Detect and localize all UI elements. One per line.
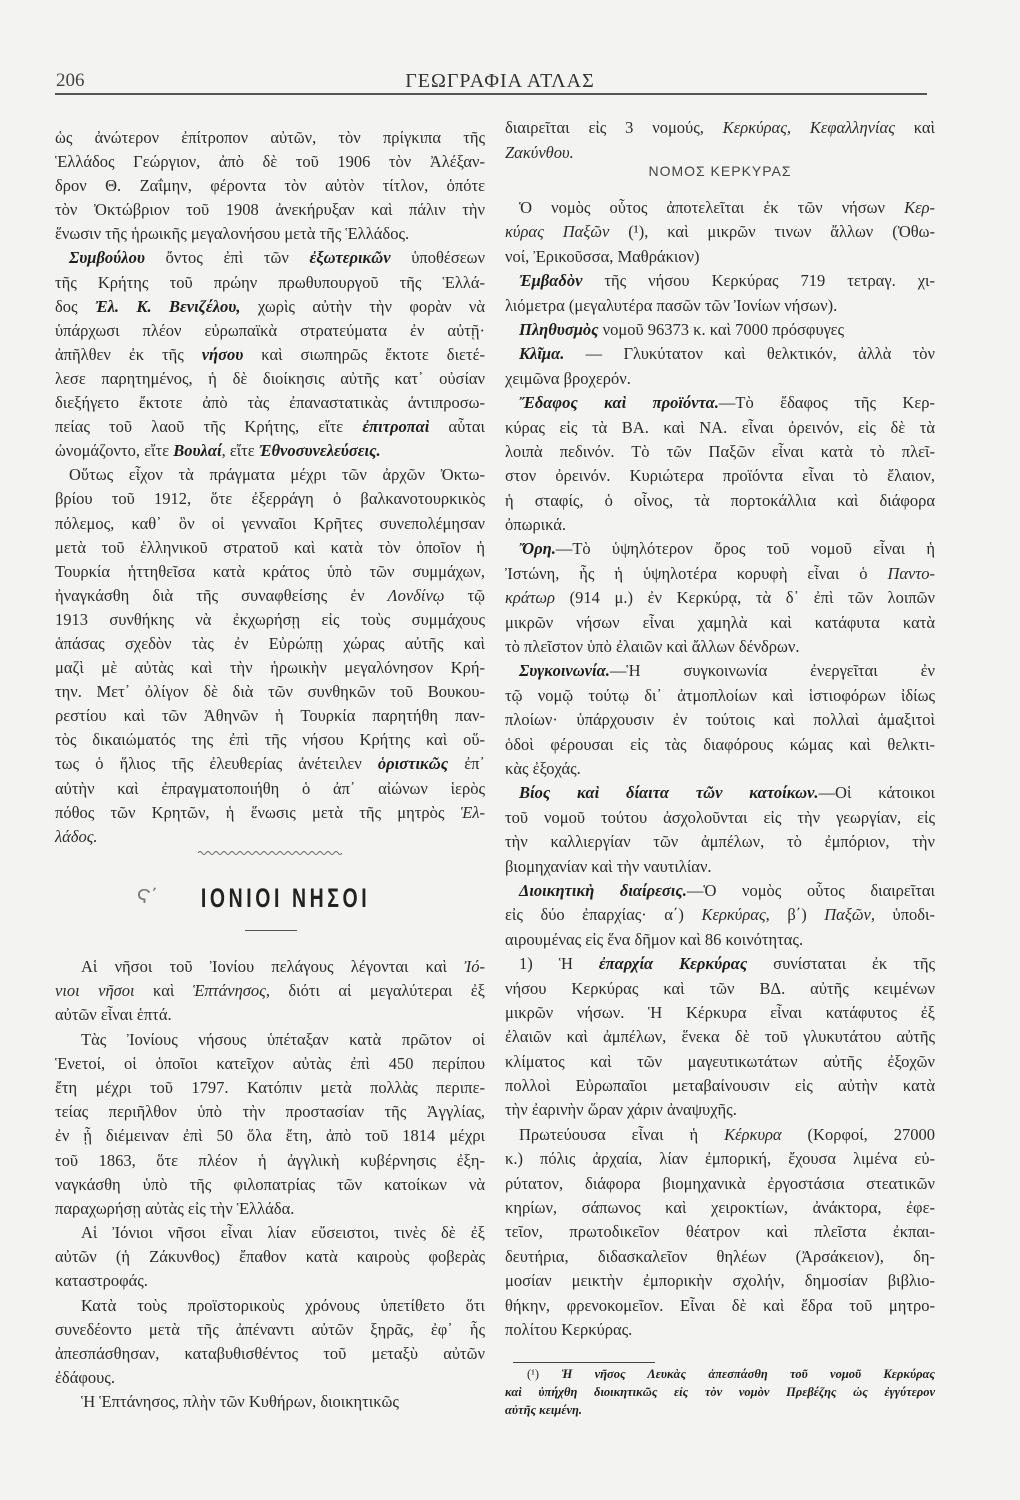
- text-run: κ.) πόλις ἀρχαία, λίαν ἐμπορική, ἔχουσα λιμένα εὐ-: [505, 1149, 935, 1169]
- emphasized-term: Βίος καὶ δίαιτα τῶν κατοίκων.: [519, 783, 819, 803]
- text-run: χειμῶνα βροχερόν.: [505, 368, 631, 388]
- text-run: διαιρεῖται εἰς 3 νομούς,: [505, 118, 723, 137]
- emphasized-term: Ἐμβαδὸν: [519, 271, 583, 291]
- section-number: Ϛ΄: [136, 886, 158, 908]
- text-line: [55, 174, 485, 198]
- text-line: [55, 367, 485, 391]
- text-line: [505, 659, 935, 683]
- text-run: μικρῶν νήσων εἶναι χαμηλὰ καὶ κατάφυτα κατὰ: [505, 612, 935, 632]
- paragraph: [505, 391, 935, 537]
- text-line: [55, 487, 485, 511]
- text-line: [55, 126, 485, 150]
- text-run: —Τὸ ὑψηλότερον ὄρος τοῦ νομοῦ εἶναι ἡ: [555, 539, 935, 559]
- text-line: [55, 632, 485, 656]
- text-line: [505, 1294, 935, 1318]
- text-run: μαζὶ μὲ αὐτὰς καὶ τὴν ἡρωικὴν μεγαλόνησον Κρή-: [55, 658, 485, 678]
- section-heading: [55, 883, 485, 914]
- emphasized-term: ἐπαρχία Κερκύρας: [598, 954, 748, 974]
- page-number: 206: [56, 70, 85, 91]
- italic-term: κύρας Παξῶν: [505, 222, 610, 242]
- paragraph: [55, 955, 485, 1028]
- paragraph: [505, 781, 935, 879]
- text-run: καὶ σιωπηρῶς ἔκτοτε διετέ-: [243, 344, 485, 364]
- emphasized-term: ἐπιτροπαὶ: [362, 417, 430, 437]
- text-line: [55, 198, 485, 222]
- text-run: Αἱ Ἰόνιοι νῆσοι εἶναι λίαν εὔσειστοι, τινὲς δὲ ἐξ: [81, 1223, 485, 1243]
- text-line: [505, 855, 935, 879]
- text-line: [55, 295, 485, 319]
- emphasized-term: ὁριστικῶς: [377, 754, 449, 774]
- text-line: [55, 1342, 485, 1366]
- italic-term: Λονδίνῳ: [387, 585, 445, 605]
- text-run: δος: [55, 296, 95, 316]
- text-line: [505, 489, 935, 513]
- text-line: [505, 903, 935, 927]
- text-run: ὀπωρικά.: [505, 515, 567, 535]
- emphasized-term: Κλῖμα.: [519, 344, 565, 364]
- text-run: λιόμετρα (μεγαλυτέρα πασῶν τῶν Ἰονίων νήσων).: [505, 295, 838, 315]
- emphasized-term: αὐτῆς κειμένη.: [505, 1403, 582, 1417]
- text-run: δευτήρια, διδασκαλεῖον θηλέων (Ἀρσάκειον), δη-: [505, 1246, 935, 1266]
- text-line: [55, 343, 485, 367]
- text-run: τοῦ 1863, ὅτε πλέον ἡ ἀγγλικὴ κυβέρνησις ἐξη-: [55, 1150, 485, 1170]
- text-run: τῷ νομῷ τούτῳ δι᾽ ἀτμοπλοίων καὶ ἱστιοφόρων ἰδίως: [505, 685, 935, 705]
- text-run: ἐν ᾗ διέμειναν ἐπὶ 50 ὅλα ἔτη, ἀπὸ τοῦ 1814 μέχρι: [55, 1126, 485, 1146]
- text-line: [55, 801, 485, 825]
- text-run: ὠνομάζοντο, εἴτε: [55, 441, 174, 461]
- text-line: [505, 806, 935, 830]
- text-run: ὡς ἀνώτερον ἐπίτροπον αὐτῶν, τὸν πρίγκιπα τῆς: [55, 128, 485, 147]
- text-line: [55, 584, 485, 608]
- text-run: κύρας εἰς τὰ ΒΑ. καὶ ΝΑ. εἶναι ὀρεινόν, εἰς δὲ τὰ: [505, 417, 935, 437]
- text-line: [505, 611, 935, 635]
- emphasized-term: Διοικητικὴ διαίρεσις.: [519, 880, 687, 900]
- text-line: [55, 680, 485, 704]
- text-line: [55, 1245, 485, 1269]
- text-line: [505, 140, 935, 165]
- text-line: [505, 586, 935, 610]
- text-line: [505, 733, 935, 757]
- emphasized-term: Ἐθνοσυνελεύσεις.: [258, 441, 381, 461]
- text-run: πόλεμος, καθ᾽ ὃν οἱ γενναῖοι Κρῆτες συνεπολέμησαν: [55, 513, 485, 533]
- paragraph: [505, 115, 935, 165]
- text-run: καὶ: [894, 118, 935, 137]
- italic-term: λάδος.: [55, 826, 98, 846]
- text-run: μοσίαν μεικτὴν ἐμπορικὴν σχολήν, δημοσίαν βιβλιο-: [505, 1271, 935, 1291]
- paragraph: [505, 1365, 935, 1419]
- paragraph: [55, 1028, 485, 1222]
- text-run: παραχωρήσῃ αὐτὰς εἰς τὴν Ἑλλάδα.: [55, 1198, 295, 1218]
- text-line: [505, 196, 935, 220]
- text-line: [505, 245, 935, 269]
- text-line: [55, 463, 485, 487]
- text-line: [505, 1245, 935, 1269]
- text-line: [505, 684, 935, 708]
- text-line: [505, 781, 935, 805]
- paragraph: [505, 269, 935, 318]
- text-line: [55, 1294, 485, 1318]
- text-run: Ἑλλάδος Γεώργιον, ἀπὸ δὲ τοῦ 1906 τὸν Ἀλέξαν-: [55, 152, 485, 172]
- text-line: [505, 1383, 935, 1401]
- text-run: νομοῦ 96373 κ. καὶ 7000 πρόσφυγες: [598, 319, 845, 339]
- text-run: αὐτὴν καὶ ἐπραγματοποιήθη ὁ ἀπ᾽ αἰώνων ἱερὸς: [55, 778, 485, 798]
- text-line: [55, 1173, 485, 1197]
- text-run: Οὕτως εἶχον τὰ πράγματα μέχρι τῶν ἀρχῶν Ὀκτω-: [69, 465, 485, 485]
- text-run: ὑποδι-: [875, 905, 935, 925]
- text-run: βρίου τοῦ 1912, ὅτε ἐξερράγη ὁ βαλκανοτουρκικὸς: [55, 489, 485, 509]
- text-run: κλίματος καὶ τῶν μαγευτικωτάτων αὐτῆς ἐξοχῶν: [505, 1051, 935, 1071]
- text-line: [55, 656, 485, 680]
- section-rule: [245, 930, 297, 931]
- emphasized-term: Συμβούλου: [69, 248, 145, 268]
- italic-term: Κερ-: [904, 198, 935, 217]
- text-line: [505, 537, 935, 561]
- emphasized-term: Ἔδαφος καὶ προϊόντα.: [519, 393, 719, 413]
- italic-term: Παντο-: [887, 563, 935, 583]
- text-run: ἀπεσπάσθησαν, καταβυθισθέντος τοῦ μεταξὺ αὐτῶν: [55, 1344, 485, 1363]
- text-run: —Τὸ ἔδαφος τῆς Κερ-: [718, 393, 935, 413]
- italic-term: νιοι νῆσοι: [55, 981, 135, 1001]
- header-rule: [55, 93, 927, 95]
- text-run: 1) Ἡ: [519, 954, 599, 974]
- emphasized-term: ἐξωτερικῶν: [309, 248, 391, 268]
- italic-term: Παξῶν,: [824, 905, 875, 925]
- italic-term: Ἑλ-: [460, 802, 485, 822]
- paragraph: [505, 879, 935, 952]
- text-run: ὄντος ἐπὶ τῶν: [144, 248, 310, 268]
- text-run: Αἱ νῆσοι τοῦ Ἰονίου πελάγους λέγονται καὶ: [81, 957, 465, 976]
- text-run: (Κορφοί, 27000: [781, 1124, 935, 1144]
- text-line: [55, 1100, 485, 1124]
- italic-term: Κερκύρας, Κεφαλληνίας: [722, 118, 895, 137]
- text-line: [55, 979, 485, 1003]
- text-run: τῷ: [444, 585, 485, 605]
- text-run: τὸν Ὀκτώβριον τοῦ 1908 ἀνεκήρυξαν καὶ πάλιν τὴν: [55, 200, 485, 220]
- text-run: ἐδάφους.: [55, 1368, 115, 1388]
- left-column-top-text: [55, 126, 485, 849]
- paragraph: [505, 659, 935, 781]
- text-run: στον ὀρεινόν. Κυριώτερα προϊόντα εἶναι τὸ ἔλαιον,: [505, 466, 935, 486]
- text-run: τὴν ἐαρινὴν ὥραν χάριν ἀναψυχῆς.: [505, 1100, 737, 1120]
- text-line: [505, 635, 935, 659]
- text-run: μικρῶν νήσων. Ἡ Κέρκυρα εἶναι κατάφυτος ἐξ: [505, 1002, 935, 1022]
- text-line: [55, 319, 485, 343]
- text-line: [505, 1025, 935, 1049]
- footnote: [505, 1365, 935, 1419]
- text-line: [55, 1003, 485, 1027]
- text-run: ἁπάσας σχεδὸν τὰς ἐν Εὐρώπῃ χώρας αὐτῆς καὶ: [55, 633, 485, 653]
- section-title: ΙΟΝΙΟΙ ΝΗΣΟΙ: [200, 883, 371, 913]
- text-run: Κατὰ τοὺς προϊστορικοὺς χρόνους ὑπετίθετο ὅτι: [81, 1295, 485, 1315]
- text-line: [55, 560, 485, 584]
- text-run: Ἡ Ἑπτάνησος, πλὴν τῶν Κυθήρων, διοικητικῶς: [81, 1392, 399, 1412]
- footnote-rule: [513, 1362, 655, 1363]
- text-run: ἐλαιῶν καὶ ἀμπέλων, ἕνεκα δὲ τοῦ γλυκυτάτου αὐτῆς: [505, 1027, 935, 1047]
- right-column-main-text: [505, 196, 935, 1342]
- paragraph: [55, 1294, 485, 1391]
- text-line: [55, 752, 485, 776]
- paragraph: [55, 126, 485, 246]
- text-run: λεσε παρητημένος, ἡ δὲ διοίκησις αὐτῆς κατ᾽ οὐσίαν: [55, 368, 485, 388]
- emphasized-term: Συγκοινωνία.: [519, 661, 610, 681]
- paragraph: [505, 342, 935, 391]
- paragraph: [505, 1123, 935, 1343]
- text-line: [505, 1001, 935, 1025]
- text-line: [505, 1123, 935, 1147]
- text-run: ἕνωσιν τῆς ἡρωικῆς μεγαλονήσου μετὰ τῆς Ἑλλάδος.: [55, 224, 410, 244]
- text-run: Ἑνετοί, οἱ ὁποῖοι κατεῖχον αὐτὰς ἐπὶ 450 περίπου: [55, 1053, 485, 1073]
- text-line: [505, 708, 935, 732]
- text-run: πολλοὶ Εὐρωπαῖοι μεταβαίνουσιν εἰς αὐτὴν κατὰ: [505, 1076, 935, 1096]
- text-run: ναγκάσθη ὑπὸ τῆς φιλοπατρίας τῶν κατοίκων νὰ: [55, 1174, 485, 1194]
- text-run: Πρωτεύουσα εἶναι ἡ: [519, 1124, 725, 1144]
- italic-term: Κέρκυρα: [724, 1124, 782, 1144]
- paragraph: [505, 952, 935, 1123]
- text-run: πόθος τῶν Κρητῶν, ἡ ἕνωσις μετὰ τῆς μητρὸς: [55, 802, 461, 822]
- text-line: [55, 1366, 485, 1390]
- text-run: τείας περιῆλθον ὑπὸ τὴν προστασίαν τῆς Ἀγγλίας,: [55, 1102, 485, 1122]
- paragraph: [505, 537, 935, 659]
- text-run: τῆς Κρήτης τοῦ πρώην πρωθυπουργοῦ τῆς Ἑλλά-: [55, 272, 485, 292]
- text-run: τεῖον, πρωτοδικεῖον θέατρον καὶ πλεῖστα ἐκπαι-: [505, 1222, 935, 1242]
- text-line: [505, 416, 935, 440]
- paragraph: [55, 246, 485, 463]
- text-run: κὰς ἐξοχάς.: [505, 758, 581, 778]
- text-line: [505, 879, 935, 903]
- wavy-divider: [198, 848, 343, 858]
- text-run: λοιπὰ πεδινόν. Τὸ τῶν Παξῶν εἶναι κατὰ τὸ πλεῖ-: [505, 441, 935, 461]
- text-run: κηρίων, σάπωνος καὶ χειροκτίων, ἀνάκτορα, ἐφε-: [505, 1198, 935, 1218]
- text-line: [55, 246, 485, 270]
- text-line: [55, 1124, 485, 1148]
- text-line: [55, 1221, 485, 1245]
- text-run: νήσου Κερκύρας καὶ τῶν ΒΔ. αὐτῆς κειμένων: [505, 978, 935, 998]
- text-line: [505, 977, 935, 1001]
- text-line: [505, 220, 935, 244]
- paragraph: [505, 196, 935, 269]
- text-line: [505, 1098, 935, 1122]
- text-run: τὸς δικαιώματός της ἐπὶ τῆς νήσου Κρήτης καὶ οὕ-: [55, 730, 485, 750]
- text-run: ἀπῆλθεν ἐκ τῆς: [55, 344, 202, 364]
- text-run: καὶ: [134, 981, 193, 1001]
- text-run: πείας τοῦ λαοῦ τῆς Κρήτης, εἴτε: [55, 417, 363, 437]
- text-run: θήκην, φρενοκομεῖον. Εἶναι δὲ καὶ ἕδρα τοῦ μητρο-: [505, 1295, 935, 1315]
- text-line: [55, 439, 485, 463]
- emphasized-term: Ὄρη.: [519, 539, 556, 559]
- text-line: [55, 1149, 485, 1173]
- text-line: [55, 825, 485, 849]
- text-run: (¹): [527, 1367, 562, 1381]
- text-line: [505, 440, 935, 464]
- text-run: συνίσταται ἐκ τῆς: [747, 954, 935, 974]
- text-line: [55, 1197, 485, 1221]
- text-line: [55, 777, 485, 801]
- text-line: [505, 318, 935, 342]
- text-line: [505, 562, 935, 586]
- text-run: τοῦ νομοῦ τούτου ἀσχολοῦνται εἰς τὴν γεωργίαν, εἰς: [505, 807, 935, 827]
- text-run: δρον Θ. Ζαΐμην, φέροντα τὸν αὐτὸν τίτλον, ὁπότε: [55, 176, 485, 196]
- paragraph: [55, 1390, 485, 1414]
- text-run: ἠναγκάσθη διὰ τῆς συναφθείσης ἐν: [55, 585, 388, 605]
- text-run: (¹), καὶ μικρῶν τινων ἄλλων (Ὀθω-: [609, 222, 936, 242]
- text-run: , διότι αἱ μεγαλύτεραι ἐξ: [265, 981, 485, 1001]
- text-line: [55, 391, 485, 415]
- text-line: [505, 1365, 935, 1383]
- italic-term: Ζακύνθου.: [505, 143, 574, 162]
- text-run: — Γλυκύτατον καὶ θελκτικόν, ἀλλὰ τὸν: [564, 344, 935, 364]
- text-line: [505, 115, 935, 140]
- text-run: αὐτῶν (ἡ Ζάκυνθος) ἔπαθον κατὰ καιροὺς φοβερὰς: [55, 1247, 485, 1267]
- text-run: συνεδέοντο μετὰ τῆς ἀπέναντι αὐτῶν ξηρᾶς, ἐφ᾽ ἧς: [55, 1319, 485, 1339]
- paragraph: [55, 463, 485, 849]
- text-line: [505, 928, 935, 952]
- text-run: Ὁ νομὸς οὗτος ἀποτελεῖται ἐκ τῶν νήσων: [519, 198, 905, 217]
- text-run: ὑποθέσεων: [390, 248, 485, 268]
- text-line: [55, 1390, 485, 1414]
- emphasized-term: Ἡ νῆσος Λευκὰς ἀπεσπάσθη τοῦ νομοῦ Κερκύρας: [561, 1367, 936, 1381]
- text-line: [505, 1172, 935, 1196]
- text-line: [505, 269, 935, 293]
- text-run: ἐπ᾽: [448, 754, 485, 774]
- text-line: [505, 1147, 935, 1171]
- text-run: —Ἡ συγκοινωνία ἐνεργεῖται ἐν: [609, 661, 935, 681]
- text-line: [505, 1269, 935, 1293]
- paragraph: [55, 1221, 485, 1294]
- text-line: [55, 1269, 485, 1293]
- emphasized-term: Ἐλ. Κ. Βενιζέλου,: [94, 296, 241, 316]
- text-run: πολίτου Κερκύρας.: [505, 1319, 633, 1339]
- text-line: [55, 1052, 485, 1076]
- text-line: [55, 608, 485, 632]
- text-line: [505, 757, 935, 781]
- emphasized-term: νήσου: [201, 344, 244, 364]
- emphasized-term: καὶ ὑπήχθη διοικητικῶς εἰς τὸν νομὸν Πρεβέζης ὡς ἐγγύτερον: [505, 1385, 935, 1399]
- text-run: —Οἱ κάτοικοι: [818, 783, 935, 803]
- text-run: τῆς νήσου Κερκύρας 719 τετραγ. χι-: [582, 271, 935, 291]
- text-line: [505, 391, 935, 415]
- text-run: , εἴτε: [221, 441, 259, 461]
- text-run: (914 μ.) ἐν Κερκύρᾳ, τὰ δ᾽ ἐπὶ τῶν λοιπῶν: [554, 588, 935, 608]
- italic-term: Ἰό-: [464, 957, 485, 976]
- text-run: , β΄): [765, 905, 825, 925]
- text-line: [55, 1076, 485, 1100]
- text-run: ρύτατον, διάφορα βιομηχανικὰ ἐργοστάσια στεατικῶν: [505, 1173, 935, 1193]
- text-run: αὐτῶν εἶναι ἑπτά.: [55, 1005, 172, 1025]
- text-line: [505, 1401, 935, 1419]
- text-run: μετὰ τοῦ ἑλληνικοῦ στρατοῦ καὶ κατὰ τὸν ὁποῖον ἡ: [55, 537, 485, 557]
- text-line: [505, 367, 935, 391]
- text-line: [505, 830, 935, 854]
- text-line: [505, 464, 935, 488]
- text-line: [55, 222, 485, 246]
- text-line: [505, 1196, 935, 1220]
- text-run: εἰς δύο ἐπαρχίας· α΄): [505, 905, 702, 925]
- paragraph: [505, 318, 935, 342]
- text-run: Τουρκία ἡττηθεῖσα κατὰ κράτος ὑπὸ τῶν συμμάχων,: [55, 561, 485, 581]
- emphasized-term: Πληθυσμὸς: [519, 319, 599, 339]
- text-run: τως ὁ ἥλιος τῆς ἐλευθερίας ἀνέτειλεν: [55, 754, 378, 774]
- running-title: ΓΕΩΓΡΑΦΙΑ ΑΤΛΑΣ: [405, 70, 595, 92]
- emphasized-term: Βουλαί: [173, 441, 222, 461]
- text-line: [55, 536, 485, 560]
- text-line: [55, 415, 485, 439]
- text-run: 1913 συνθήκης νὰ ἐκχωρήσῃ εἰς τοὺς συμμάχους: [55, 609, 485, 629]
- text-line: [505, 1318, 935, 1342]
- text-line: [505, 952, 935, 976]
- left-column-bottom-text: [55, 955, 485, 1415]
- text-run: ὁδοὶ φέρουσαι εἰς τὰς διαφόρους κώμας καὶ θελκτι-: [505, 734, 935, 754]
- text-line: [55, 1318, 485, 1342]
- text-line: [505, 294, 935, 318]
- text-run: τὴν καλλιεργίαν τῶν ἀμπέλων, τὸ ἐμπόριον, τὴν: [505, 832, 935, 852]
- text-run: την. Μετ᾽ ὀλίγον δὲ διὰ τῶν συνθηκῶν τοῦ Βουκου-: [55, 682, 485, 702]
- text-run: τὸ πλεῖστον ὑπὸ ἐλαιῶν καὶ ἄλλων δένδρων.: [505, 637, 800, 657]
- text-run: νοί, Ἐρικοῦσσα, Μαθράκιον): [505, 246, 700, 266]
- text-line: [505, 342, 935, 366]
- text-line: [55, 512, 485, 536]
- text-run: Ἰστώνη, ἧς ἡ ὑψηλοτέρα κορυφὴ εἶναι ὁ: [505, 563, 888, 583]
- text-run: Τὰς Ἰονίους νήσους ὑπέταξαν κατὰ πρῶτον οἱ: [81, 1029, 485, 1049]
- text-run: ὑπάρχωσι πλέον εὐρωπαϊκὰ στρατεύματα ἐν αὐτῇ·: [55, 320, 485, 340]
- text-line: [505, 1220, 935, 1244]
- text-run: πλοίων· ὑπάρχουσιν ἐν τούτοις καὶ πολλαὶ ἁμαξιτοὶ: [505, 710, 935, 730]
- text-line: [55, 1028, 485, 1052]
- text-run: καταστροφάς.: [55, 1271, 148, 1291]
- text-run: αὗται: [429, 417, 485, 437]
- text-run: διεξήγετο ἔκτοτε ἀπὸ τὰς ἐπαναστατικὰς ἀντιπροσω-: [55, 393, 485, 413]
- subsection-heading: ΝΟΜΟΣ ΚΕΡΚΥΡΑΣ: [648, 163, 792, 179]
- text-line: [55, 271, 485, 295]
- text-line: [55, 704, 485, 728]
- text-run: χωρὶς αὐτὴν τὴν φορὰν νὰ: [240, 296, 486, 316]
- text-line: [55, 150, 485, 174]
- text-line: [55, 728, 485, 752]
- right-column-top-text: [505, 115, 935, 165]
- text-run: αιρουμένας εἰς ἕνα δῆμον καὶ 86 κοινότητας.: [505, 929, 804, 949]
- text-run: ἔτη μέχρι τοῦ 1797. Κατόπιν μετὰ πολλὰς περιπε-: [55, 1077, 485, 1097]
- italic-term: Κερκύρας: [701, 905, 766, 925]
- text-line: [55, 955, 485, 979]
- italic-term: κράτωρ: [505, 588, 555, 608]
- text-run: ρεστίου καὶ τῶν Ἀθηνῶν ἡ Τουρκία παρητήθη παν-: [55, 706, 485, 726]
- text-run: ἡ σταφίς, ὁ οἶνος, τὰ πορτοκάλλια καὶ διάφορα: [505, 490, 935, 510]
- text-line: [505, 513, 935, 537]
- text-line: [505, 1074, 935, 1098]
- italic-term: Ἑπτάνησος: [192, 981, 266, 1001]
- text-run: βιομηχανίαν καὶ τὴν ναυτιλίαν.: [505, 856, 712, 876]
- text-run: —Ὁ νομὸς οὗτος διαιρεῖται: [686, 880, 935, 900]
- text-line: [505, 1050, 935, 1074]
